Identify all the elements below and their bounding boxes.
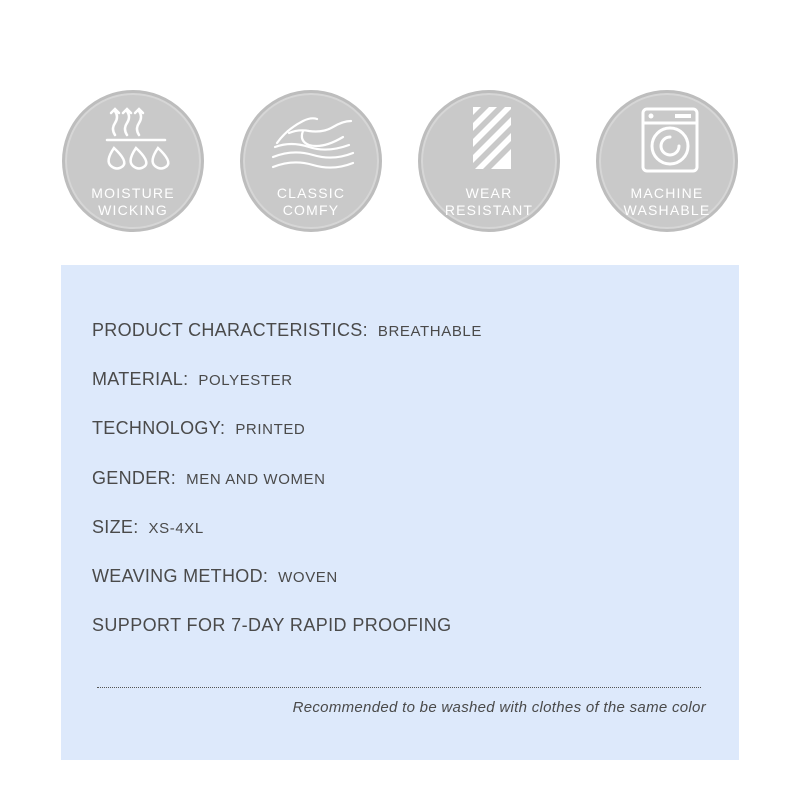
badge-moisture-wicking (62, 90, 204, 232)
badge-label (243, 185, 379, 219)
spec-value: POLYESTER (198, 372, 293, 389)
spec-value: MEN AND WOMEN (186, 471, 326, 488)
badge-label-line2: WASHABLE (623, 202, 711, 218)
badge-label (421, 185, 557, 219)
spec-key: SIZE: (92, 517, 139, 537)
spec-value: BREATHABLE (377, 323, 482, 340)
spec-row (92, 566, 338, 590)
badge-label-line1: WEAR (465, 185, 513, 201)
spec-value: PRINTED (235, 421, 306, 438)
spec-row (92, 320, 482, 344)
spec-panel (61, 265, 739, 760)
spec-key: TECHNOLOGY: (92, 418, 226, 438)
wash-note: Recommended to be washed with clothes of the same color (292, 699, 706, 716)
badge-wear-resistant (418, 90, 560, 232)
proofing-row (92, 615, 452, 639)
spec-value: WOVEN (278, 569, 338, 586)
feature-badges (0, 90, 800, 232)
spec-value: XS-4XL (148, 520, 204, 537)
badge-label-line1: CLASSIC (276, 185, 346, 201)
badge-label-line2: RESISTANT (444, 202, 534, 218)
badge-label-line1: MOISTURE (91, 185, 175, 201)
spec-key: MATERIAL: (92, 369, 189, 389)
spec-key: WEAVING METHOD: (92, 566, 269, 586)
spec-row (92, 418, 305, 442)
spec-key: PRODUCT CHARACTERISTICS: (92, 320, 368, 340)
badge-label-line1: MACHINE (630, 185, 704, 201)
badge-machine-washable (596, 90, 738, 232)
spec-row (92, 517, 204, 541)
spec-row (92, 468, 326, 492)
spec-key: GENDER: (92, 468, 177, 488)
badge-label (65, 185, 201, 219)
badge-label (599, 185, 735, 219)
badge-label-line2: COMFY (282, 202, 340, 218)
badge-label-line2: WICKING (98, 202, 168, 218)
spec-row (92, 369, 293, 393)
proofing-text: SUPPORT FOR 7-DAY RAPID PROOFING (92, 615, 452, 635)
dotted-divider (97, 687, 701, 688)
badge-classic-comfy (240, 90, 382, 232)
